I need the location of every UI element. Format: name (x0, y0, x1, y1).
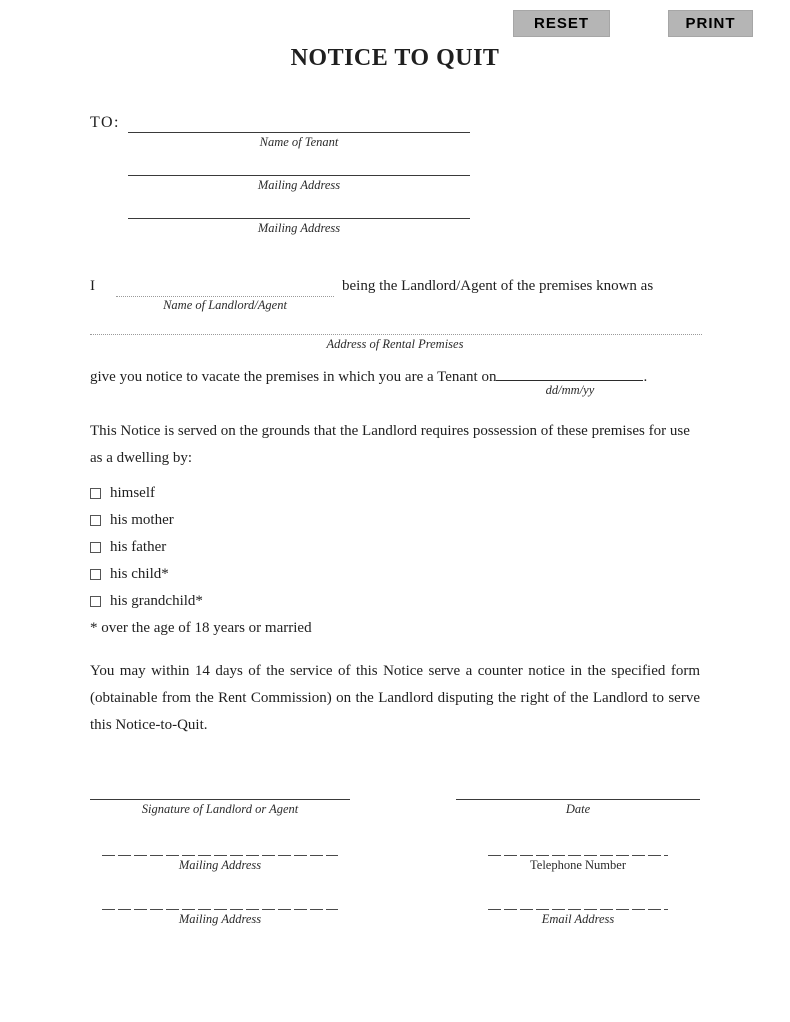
to-label: TO: (90, 114, 120, 131)
checkbox-label: his father (110, 539, 167, 555)
landlord-statement-suffix: being the Landlord/Agent of the premises known as (342, 278, 654, 294)
vacate-notice-text: give you notice to vacate the premises in which you are a Tenant on (90, 369, 497, 385)
email-address-field[interactable] (488, 891, 668, 910)
tenant-mailing-address-field-2[interactable] (128, 199, 470, 219)
checkbox-icon[interactable] (90, 569, 101, 580)
telephone-number-field[interactable] (488, 837, 668, 856)
date-caption: Date (565, 802, 591, 816)
form-body (0, 113, 790, 927)
landlord-statement-row (90, 275, 700, 312)
checkbox-icon[interactable] (90, 515, 101, 526)
landlord-mailing-cell-2 (90, 891, 350, 927)
grounds-paragraph: This Notice is served on the grounds that the Landlord requires possession of these premises for use as a dwelling by: (90, 423, 690, 466)
date-field[interactable] (456, 780, 700, 800)
checkbox-icon[interactable] (90, 542, 101, 553)
rental-premises-group (90, 315, 700, 352)
landlord-mailing-caption-2: Mailing Address (178, 912, 262, 926)
checkbox-icon[interactable] (90, 596, 101, 607)
tenant-mailing-address-group-1 (128, 156, 470, 193)
dwelling-by-options (90, 482, 700, 639)
print-button[interactable]: PRINT (668, 10, 753, 37)
vacate-notice-period: . (643, 369, 648, 385)
checkbox-label: his child* (110, 566, 169, 582)
signature-field[interactable] (90, 780, 350, 800)
vacate-notice-row (90, 364, 700, 397)
checkbox-label: his grandchild* (110, 593, 203, 609)
tenant-name-caption: Name of Tenant (259, 135, 339, 149)
signature-row-2 (90, 837, 700, 873)
landlord-name-caption: Name of Landlord/Agent (163, 298, 287, 312)
to-fields (128, 113, 470, 236)
rental-premises-address-field[interactable] (90, 315, 702, 335)
email-caption: Email Address (541, 912, 615, 926)
checkbox-icon[interactable] (90, 488, 101, 499)
vacate-date-field[interactable] (496, 364, 643, 397)
landlord-name-field[interactable] (116, 275, 334, 312)
checkbox-his-child[interactable] (90, 563, 700, 585)
rental-premises-caption: Address of Rental Premises (326, 337, 464, 351)
landlord-mailing-cell-1 (90, 837, 350, 873)
signature-row-1 (90, 780, 700, 817)
landlord-mailing-caption-1: Mailing Address (178, 858, 262, 872)
tenant-mailing-address-caption-2: Mailing Address (257, 221, 341, 235)
checkbox-his-mother[interactable] (90, 509, 700, 531)
checkbox-label: himself (110, 485, 155, 501)
signature-caption: Signature of Landlord or Agent (141, 802, 299, 816)
date-cell (456, 780, 700, 817)
tenant-mailing-address-group-2 (128, 199, 470, 236)
date-format-caption: dd/mm/yy (545, 383, 595, 397)
to-section (90, 113, 700, 236)
landlord-mailing-address-field-2[interactable] (102, 891, 338, 910)
checkbox-his-father[interactable] (90, 536, 700, 558)
telephone-cell (456, 837, 700, 873)
page-title: NOTICE TO QUIT (290, 45, 500, 71)
age-footnote: * over the age of 18 years or married (90, 620, 312, 636)
reset-button[interactable]: RESET (513, 10, 610, 37)
signature-row-3 (90, 891, 700, 927)
checkbox-himself[interactable] (90, 482, 700, 504)
email-cell (456, 891, 700, 927)
checkbox-label: his mother (110, 512, 174, 528)
signature-section (90, 780, 700, 927)
landlord-statement-prefix: I (90, 278, 95, 294)
tenant-name-group (128, 113, 470, 150)
tenant-mailing-address-caption-1: Mailing Address (257, 178, 341, 192)
counter-notice-paragraph: You may within 14 days of the service of this Notice serve a counter notice in the specified form (obtainable from the Rent Commission) on the Landlord disputing the right of the Landlord to serve this Notice-to-Quit. (90, 663, 700, 733)
telephone-caption: Telephone Number (530, 858, 626, 872)
signature-cell (90, 780, 350, 817)
tenant-name-field[interactable] (128, 113, 470, 133)
tenant-mailing-address-field-1[interactable] (128, 156, 470, 176)
checkbox-his-grandchild[interactable] (90, 590, 700, 612)
landlord-mailing-address-field-1[interactable] (102, 837, 338, 856)
